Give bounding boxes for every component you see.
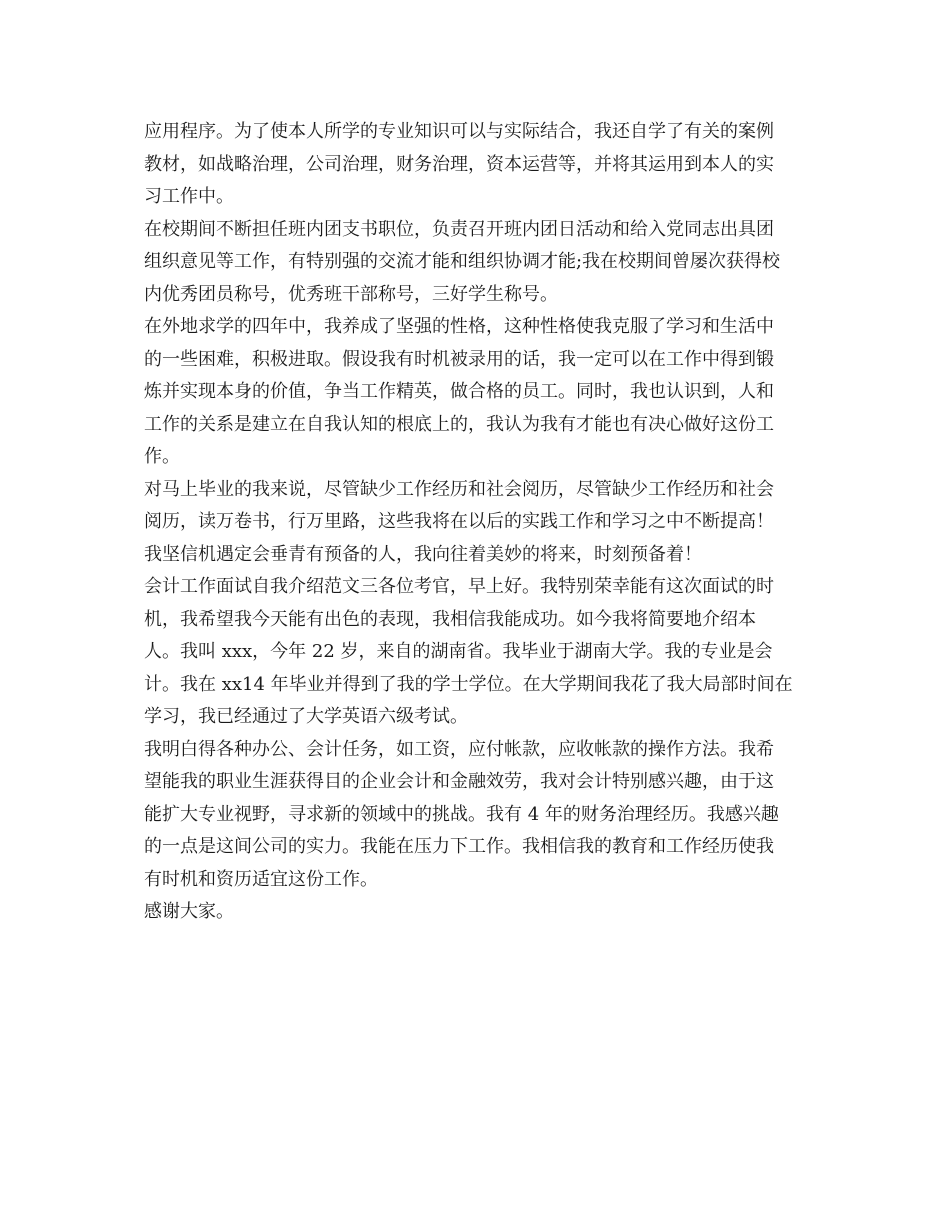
text-line: 组织意见等工作，有特别强的交流才能和组织协调才能;我在校期间曾屡次获得校 <box>144 251 781 272</box>
text-line: 的一点是这间公司的实力。我能在压力下工作。我相信我的教育和工作经历使我 <box>144 836 774 857</box>
text-line: 计。我在 xx14 年毕业并得到了我的学士学位。在大学期间我花了我大局部时间在 <box>144 673 793 695</box>
text-line: 阅历，读万卷书，行万里路，这些我将在以后的实践工作和学习之中不断提高！ <box>144 511 774 532</box>
text-line: 教材，如战略治理，公司治理，财务治理，资本运营等，并将其运用到本人的实 <box>144 153 774 175</box>
document-body <box>144 116 810 929</box>
text-line: 有时机和资历适宜这份工作。 <box>144 868 378 890</box>
text-line: 感谢大家。 <box>144 901 234 922</box>
text-line: 我坚信机遇定会垂青有预备的人，我向往着美妙的将来，时刻预备着！ <box>144 543 702 565</box>
text-line: 应用程序。为了使本人所学的专业知识可以与实际结合，我还自学了有关的案例 <box>144 121 774 142</box>
text-line: 在外地求学的四年中，我养成了坚强的性格，这种性格使我克服了学习和生活中 <box>144 316 774 337</box>
text-line: 能扩大专业视野，寻求新的领域中的挑战。我有 4 年的财务治理经历。我感兴趣 <box>144 803 779 825</box>
text-line: 学习，我已经通过了大学英语六级考试。 <box>144 706 468 727</box>
text-line: 望能我的职业生涯获得目的企业会计和金融效劳，我对会计特别感兴趣，由于这 <box>144 771 774 792</box>
text-line: 对马上毕业的我来说，尽管缺少工作经历和社会阅历，尽管缺少工作经历和社会 <box>144 478 774 500</box>
text-line: 会计工作面试自我介绍范文三各位考官，早上好。我特别荣幸能有这次面试的时 <box>144 576 774 597</box>
text-line: 我明白得各种办公、会计任务，如工资，应付帐款，应收帐款的操作方法。我希 <box>144 738 774 760</box>
text-line: 在校期间不断担任班内团支书职位，负责召开班内团日活动和给入党同志出具团 <box>144 218 774 240</box>
text-line: 习工作中。 <box>144 186 234 207</box>
text-line: 机，我希望我今天能有出色的表现，我相信我能成功。如今我将简要地介绍本 <box>144 608 756 630</box>
text-line: 的一些困难，积极进取。假设我有时机被录用的话，我一定可以在工作中得到锻 <box>144 348 774 370</box>
text-line: 作。 <box>144 446 180 467</box>
text-line: 人。我叫 xxx，今年 22 岁，来自的湖南省。我毕业于湖南大学。我的专业是会 <box>144 641 773 662</box>
text-line: 工作的关系是建立在自我认知的根底上的，我认为我有才能也有决心做好这份工 <box>144 413 774 435</box>
text-line: 炼并实现本身的价值，争当工作精英，做合格的员工。同时，我也认识到，人和 <box>144 381 774 402</box>
text-line: 内优秀团员称号，优秀班干部称号，三好学生称号。 <box>144 283 558 305</box>
